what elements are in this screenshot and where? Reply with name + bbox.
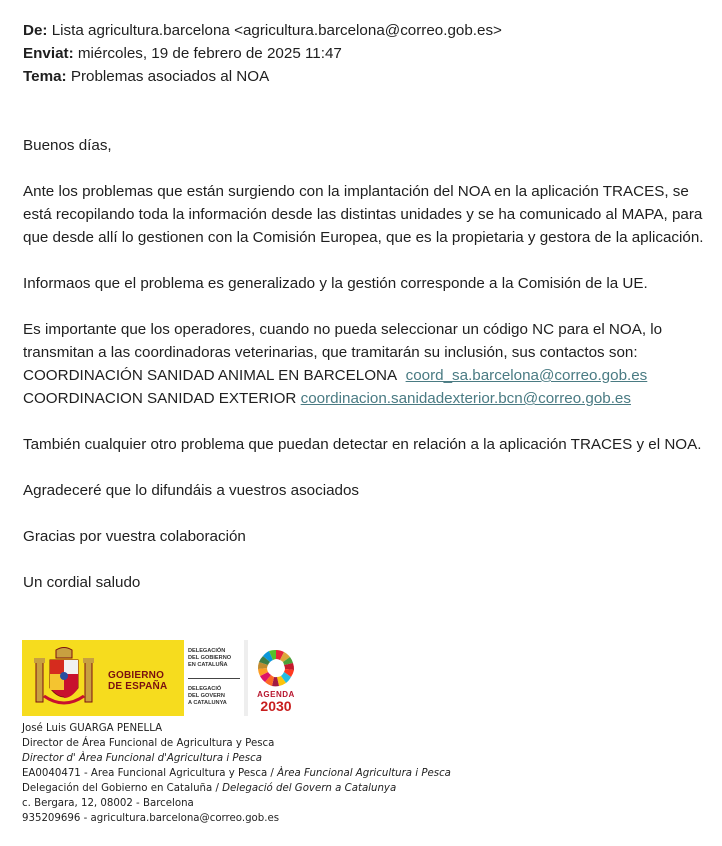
signature-unit-es: EA0040471 - Area Funcional Agricultura y Pesca / [22,768,274,779]
from-value: Lista agricultura.barcelona <agricultura.barcelona@correo.gob.es> [51,22,502,39]
sdg-wheel-icon [256,648,296,688]
paragraph-other-problems: También cualquier otro problema que puedan detectar en relación a la aplicación TRACES y el NOA. [23,436,702,453]
agenda-word: AGENDA [257,690,295,699]
contact-exterior-health-label: COORDINACION SANIDAD EXTERIOR [23,390,297,407]
greeting: Buenos días, [23,137,112,154]
agenda-2030-logo [254,646,298,712]
gobierno-line1: GOBIERNO [108,670,165,681]
signature-phone-email: 935209696 - agricultura.barcelona@correo.gob.es [22,813,280,824]
deleg-es-3: EN CATALUÑA [188,662,228,668]
delegacion-edge [244,640,248,716]
spain-coat-of-arms-icon [34,646,94,710]
email-message [23,19,713,594]
gobierno-line2: DE ESPAÑA [108,681,168,692]
contact-exterior-health-email-link[interactable]: coordinacion.sanidadexterior.bcn@correo.gob.es [300,390,631,407]
contact-animal-health [23,364,713,387]
signature-org [22,781,451,796]
contact-exterior-health [23,387,713,410]
delegacion-es-text [188,648,231,669]
deleg-ca-3: A CATALUNYA [188,700,227,706]
paragraph-operators: Es importante que los operadores, cuando no pueda seleccionar un código NC para el NOA, lo transmitan a las coordinadoras veterinarias, que tramitarán su inclusión, sus contactos son: [23,321,663,361]
closing: Un cordial saludo [23,574,141,591]
contact-animal-health-email-link[interactable]: coord_sa.barcelona@correo.gob.es [405,367,648,384]
paragraph-spread: Agradeceré que lo difundáis a vuestros asociados [23,482,360,499]
paragraph-generalized: Informaos que el problema es generalizado y la gestión corresponde a la Comisión de la UE. [23,275,648,292]
signature-unit-ca: Àrea Funcional Agricultura i Pesca [273,768,451,779]
deleg-ca-2: DEL GOVERN [188,693,225,699]
gobierno-espana-text [108,670,167,692]
contact-animal-health-label: COORDINACIÓN SANIDAD ANIMAL EN BARCELONA [23,367,398,384]
signature-org-ca: Delegació del Govern a Catalunya [218,783,397,794]
email-signature [22,721,451,826]
sent-value: miércoles, 19 de febrero de 2025 11:47 [77,45,342,62]
sent-line [23,42,713,65]
from-label: De: [23,22,48,39]
deleg-es-2: DEL GOBIERNO [188,655,232,661]
from-line [23,19,713,42]
delegacion-ca-text [188,686,227,707]
signature-unit [22,766,451,781]
signature-org-es: Delegación del Gobierno en Cataluña / [22,783,219,794]
deleg-ca-1: DELEGACIÓ [188,686,222,692]
signature-title-es: Director de Área Funcional de Agricultura y Pesca [22,738,275,749]
subject-line [23,65,713,88]
paragraph-traces-problems: Ante los problemas que están surgiendo con la implantación del NOA en la aplicación TRACES, se está recopilando toda la información desde las distintas unidades y se ha comunicado al MAPA, para que desde allí lo gestionen con la Comisión Europea, que es la propietaria y gestora de la aplicación. [23,183,704,246]
signature-title-ca [22,751,451,766]
sent-label: Enviat: [23,45,74,62]
agenda-year: 2030 [260,698,292,714]
signature-address: c. Bergara, 12, 08002 - Barcelona [22,798,194,809]
paragraph-thanks: Gracias por vuestra colaboración [23,528,246,545]
subject-value: Problemas asociados al NOA [70,68,270,85]
deleg-es-1: DELEGACIÓN [188,648,226,654]
signature-name: José Luis GUARGA PENELLA [22,723,163,734]
signature-logos [22,640,312,716]
signature-title-ca-text: Director d' Àrea Funcional d'Agricultura i Pesca [22,753,262,764]
gobierno-espana-logo [22,640,184,716]
delegacion-divider [188,678,240,679]
subject-label: Tema: [23,68,67,85]
